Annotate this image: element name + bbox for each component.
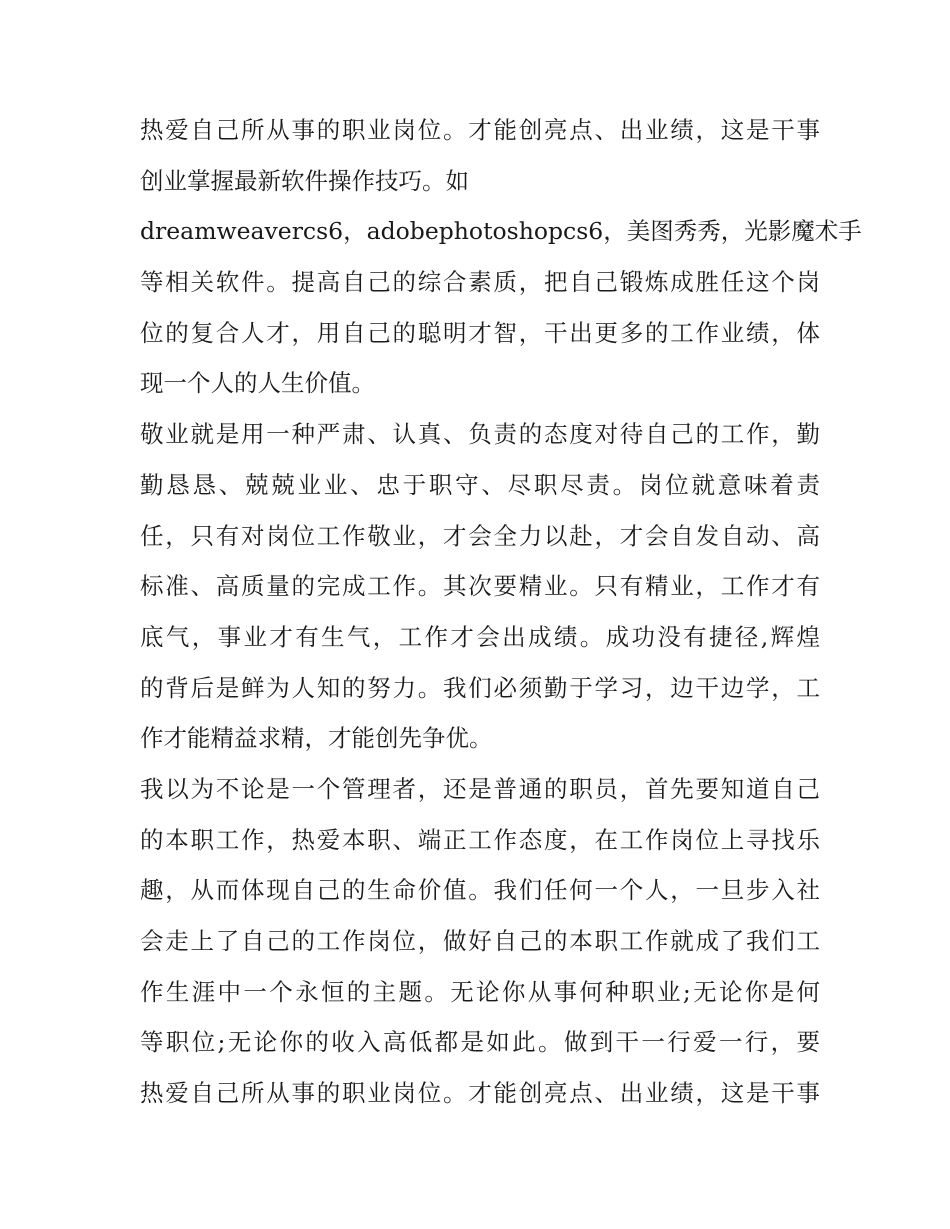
text-line: 标准、高质量的完成工作。其次要精业。只有精业，工作才有 (140, 572, 820, 601)
text-line: 的本职工作，热爱本职、端正工作态度，在工作岗位上寻找乐 (140, 825, 820, 854)
document-page (140, 105, 862, 1119)
text-line: 的背后是鲜为人知的努力。我们必须勤于学习，边干边学，工 (140, 673, 820, 702)
text-line: 热爱自己所从事的职业岗位。才能创亮点、出业绩，这是干事 (140, 1079, 820, 1108)
text-line: 趣，从而体现自己的生命价值。我们任何一个人，一旦步入社 (140, 876, 820, 905)
text-line: 敬业就是用一种严肃、认真、负责的态度对待自己的工作，勤 (140, 420, 820, 449)
text-line: 创业掌握最新软件操作技巧。如 (140, 166, 469, 195)
text-line: 位的复合人才，用自己的聪明才智，干出更多的工作业绩，体 (140, 318, 820, 347)
text-line: 勤恳恳、兢兢业业、忠于职守、尽职尽责。岗位就意味着责 (140, 470, 820, 499)
text-line: 我以为不论是一个管理者，还是普通的职员，首先要知道自己 (140, 774, 820, 803)
text-line: dreamweavercs6，adobephotoshopcs6，美图秀秀，光影魔术手 (140, 217, 862, 246)
text-line: 现一个人的人生价值。 (140, 369, 375, 398)
text-line: 会走上了自己的工作岗位，做好自己的本职工作就成了我们工 (140, 927, 820, 955)
text-line: 底气，事业才有生气，工作才会出成绩。成功没有捷径,辉煌 (140, 622, 820, 651)
text-line: 作才能精益求精，才能创先争优。 (140, 724, 493, 753)
text-line: 等职位;无论你的收入高低都是如此。做到干一行爱一行，要 (140, 1028, 820, 1057)
text-line: 任，只有对岗位工作敬业，才会全力以赴，才会自发自动、高 (140, 521, 820, 550)
text-line: 等相关软件。提高自己的综合素质，把自己锻炼成胜任这个岗 (140, 268, 820, 297)
text-line: 作生涯中一个永恒的主题。无论你从事何种职业;无论你是何 (140, 977, 820, 1006)
text-line: 热爱自己所从事的职业岗位。才能创亮点、出业绩，这是干事 (140, 116, 820, 144)
